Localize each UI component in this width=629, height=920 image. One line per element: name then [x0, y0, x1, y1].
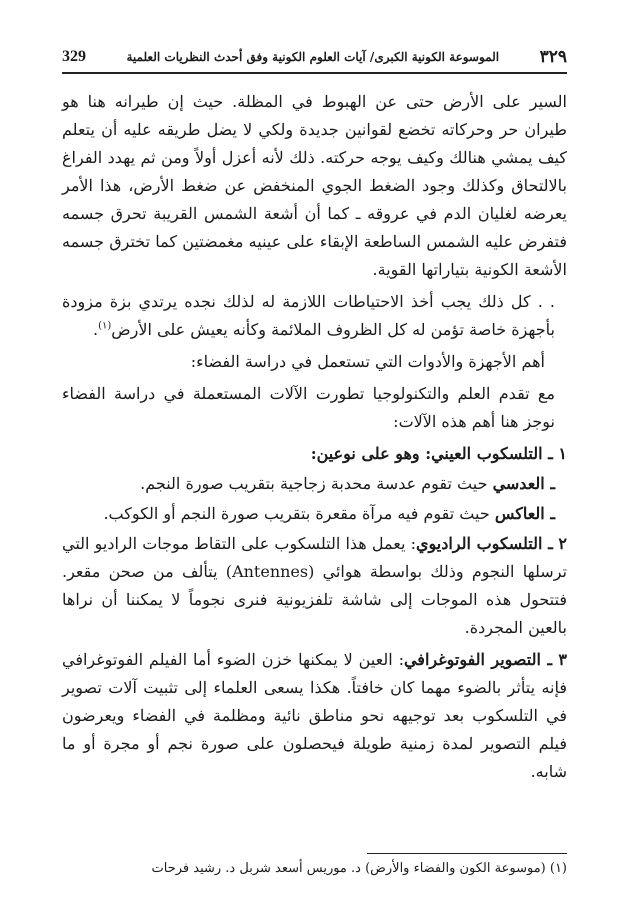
page-body — [62, 88, 567, 788]
footnote: (١) (موسوعة الكون والفضاء والأرض) د. موريس أسعد شربل د. رشيد فرحات — [151, 861, 567, 876]
paragraph-1: السير على الأرض حتى عن الهبوط في المظلة. حيث إن طيرانه هنا هو طيران حر وحركاته تخضع لقوانين جديدة ولكي لا يضل طريقه عليه أن يتعلم كيف يمشي هنالك وكيف يوجه حركته. ذلك لأنه أعزل أولاً ومن ثم يهدد الفراغ بالالتحاق وكذلك وجود الضغط الجوي المنخفض عن ضغط الأرض، هذا الأمر يعرضه لغليان الدم في عروقه ـ كما أن أشعة الشمس القريبة تحرق جسمه فتفرض عليه الشمس الساطعة الإبقاء على عينيه مغمضتين كما تخترق جسمه الأشعة الكونية بتياراتها القوية. — [62, 92, 567, 279]
footnote-rule — [367, 853, 567, 854]
item-2 — [62, 530, 567, 642]
item-2-text: : يعمل هذا التلسكوب على التقاط موجات الراديو التي ترسلها النجوم وذلك بواسطة هوائي (Antennes) يتألف من صحن مقعر. فتتحول هذه الموجات إلى شاشة تلفزيونية فنرى نجوماً لا يمكننا أن نراها بالعين المجردة. — [62, 534, 567, 637]
section-heading: أهم الأجهزة والأدوات التي تستعمل في دراسة الفضاء: — [190, 352, 545, 371]
running-title: الموسوعة الكونية الكبرى/ آيات العلوم الكونية وفق أحدث النظريات العلمية — [126, 50, 500, 64]
paragraph-4: مع تقدم العلم والتكنولوجيا تطورت الآلات المستعملة في دراسة الفضاء نوجز هنا أهم هذه الآلات: — [62, 384, 555, 431]
item-3-text: : العين لا يمكنها خزن الضوء أما الفيلم الفوتوغرافي فإنه يتأثر بالضوء مهما كان خافتاً. هكذا يسعى العلماء إلى تثبيت آلات تصوير في التلسكوب بعد توجيهه نحو مناطق نائية ومظلمة في الفضاء ويعرضون فيلم التصوير لمدة زمنية طويلة فيحصلون على صورة نجم أو مجرة أو ما شابه. — [62, 650, 567, 781]
item-3-term: ٣ ـ التصوير الفوتوغرافي — [403, 650, 568, 669]
item-1b — [62, 500, 567, 528]
paragraph-2 — [62, 288, 567, 344]
paragraph-2-end: . — [93, 320, 99, 339]
item-1b-term: ـ العاكس — [494, 504, 555, 523]
item-1b-text: حيث تقوم فيه مرآة مقعرة بتقريب صورة النجم أو الكوكب. — [103, 504, 495, 523]
item-3 — [62, 646, 567, 786]
page-number-latin: 329 — [62, 48, 86, 65]
page-header — [62, 44, 567, 70]
item-2-term: ٢ ـ التلسكوب الراديوي — [415, 534, 567, 553]
footnote-ref[interactable]: (١) — [98, 320, 112, 332]
item-1a-term: ـ العدسي — [492, 474, 555, 493]
item-1a — [62, 470, 567, 498]
page-number-arabic: ٣٢٩ — [539, 47, 567, 67]
item-1a-text: حيث تقوم عدسة محدبة زجاجية بتقريب صورة النجم. — [140, 474, 493, 493]
paragraph-2-text: . . كل ذلك يجب أخذ الاحتياطات اللازمة له لذلك نجده يرتدي بزة مزودة بأجهزة خاصة تؤمن له كل الظروف الملائمة وكأنه يعيش على الأرض — [62, 292, 555, 339]
item-1-heading: ١ ـ التلسكوب العيني: وهو على نوعين: — [310, 444, 567, 463]
header-rule — [62, 72, 567, 74]
